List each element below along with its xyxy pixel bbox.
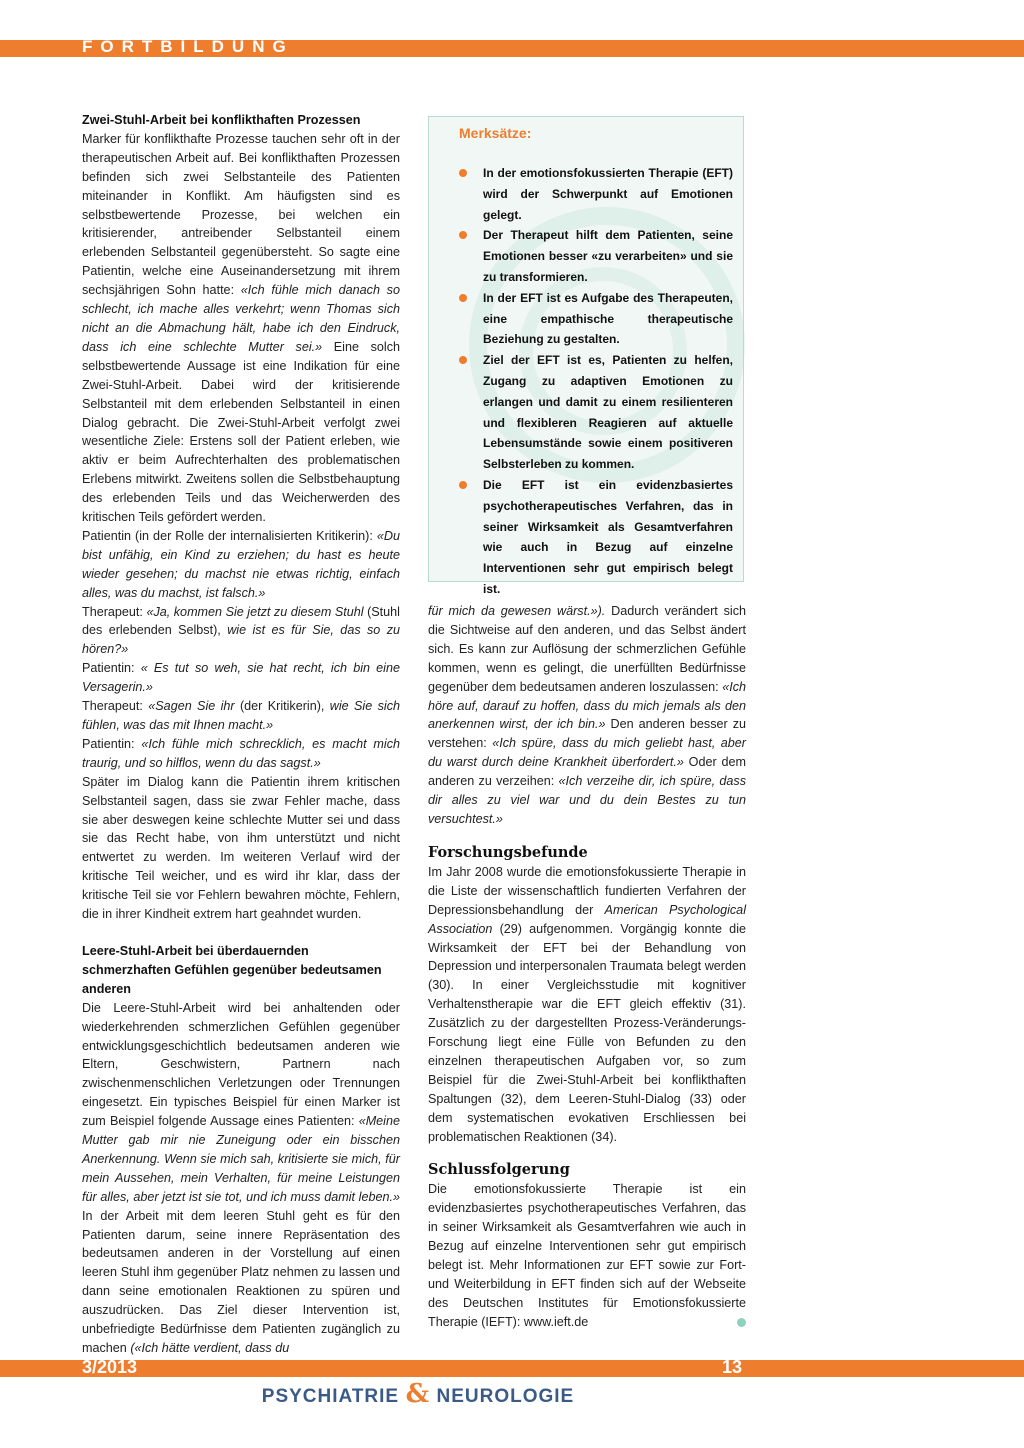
- quote: «Meine Mutter gab mir nie Zuneigung oder ein bisschen Anerkennung. Wenn sie mich sah, kritisierte sie mich, für mein Aussehen, mein Verhalten, für meine Leistungen für alles, aber jetzt ist sie tot, und ich muss damit leben.»: [82, 1114, 400, 1204]
- text: Die Leere-Stuhl-Arbeit wird bei anhaltenden oder wiederkehrenden schmerzlichen Gefühlen gegenüber entwicklungsgeschichtlich bedeutsamen anderen wie Eltern, Geschwistern, Partnern nach zwischenmenschlichen Verletzungen oder Trennungen eingesetzt. Ein typisches Beispiel für einen Marker ist zum Beispiel folgende Aussage eines Patienten:: [82, 1000, 400, 1129]
- list-item: [457, 163, 733, 225]
- left-column: [82, 111, 400, 1358]
- bullet-icon: [459, 169, 467, 177]
- paragraph: [428, 602, 746, 829]
- text: In der Arbeit mit dem leeren Stuhl geht es für den Patienten darum, seine innere Repräsentation des bedeutsamen anderen in der Vorstellung auf einen leeren Stuhl ihm gegenüber Platz nehmen zu lassen und dann seine emotionalen Reaktionen zu spüren und auszudrücken. Das Ziel dieser Intervention ist, unbefriedigte Bedürfnisse dem Patienten zugänglich zu machen: [82, 1208, 400, 1355]
- item-text: In der emotionsfokussierten Therapie (EFT) wird der Schwerpunkt auf Emotionen gelegt.: [483, 166, 733, 222]
- heading-leere-stuhl: Leere-Stuhl-Arbeit bei überdauernden schmerzhaften Gefühlen gegenüber bedeutsamen anderen: [82, 943, 382, 996]
- dialogue-line: [82, 527, 400, 603]
- bullet-icon: [459, 294, 467, 302]
- quote: «Du bist unfähig, ein Kind zu erziehen; du hast es heute wieder gesehen; du machst nie etwas richtig, einfach alles, was du machst, ist falsch.»: [82, 528, 400, 600]
- paragraph: [428, 863, 746, 1147]
- quote: «Ich fühle mich schrecklich, es macht mich traurig, und so hilflos, wenn du das sagst.»: [82, 736, 400, 770]
- end-mark-icon: [737, 1318, 746, 1327]
- text: (29) aufgenommen. Vorgängig konnte die Wirksamkeit der EFT bei der Behandlung von Depression und interpersonalen Traumata belegt werden (30). In einer Vergleichsstudie mit kognitiver Verhaltenstherapie war die EFT gleich effektiv (31). Zusätzlich zu der dargestellten Prozess-Veränderungs-Forschung liegt eine Fülle von Befunden zu den einzelnen therapeutischen Aufgaben vor, so zum Beispiel für die Zwei-Stuhl-Arbeit bei konflikthaften Spaltungen (32), dem Leeren-Stuhl-Dialog (33) oder dem systematischen evokativen Erschliessen bei problematischen Reaktionen (34).: [428, 921, 746, 1144]
- bullet-icon: [459, 481, 467, 489]
- right-column: [428, 602, 746, 1332]
- reference: American Psychological Association: [428, 902, 746, 936]
- speaker: Patientin:: [82, 661, 141, 676]
- heading-forschungsbefunde: Forschungsbefunde: [428, 843, 588, 861]
- journal-title-left: PSYCHIATRIE: [261, 1386, 400, 1407]
- quote: «Ich fühle mich danach so schlecht, ich mache alles verkehrt; wenn Thomas sich nicht an die Abmachung hält, habe ich den Eindruck, dass ich eine schlechte Mutter sei.»: [82, 283, 400, 354]
- text: Die emotionsfokussierte Therapie ist ein evidenzbasiertes psychotherapeutisches Verfahren, das in seiner Wirksamkeit als Gesamtverfahren wie auch in Bezug auf einzelne Interventionen sehr gut empirisch belegt ist. Mehr Informationen zur EFT sowie zur Fort- und Weiterbildung in EFT finden sich auf der Webseite des Deutschen Institutes für Emotionsfokussierte Therapie (IEFT): www.ieft.de: [428, 1182, 746, 1329]
- text: (der Kritikerin),: [234, 699, 330, 714]
- speaker: Therapeut:: [82, 604, 147, 619]
- journal-title: [252, 1377, 584, 1411]
- dialogue-line: [82, 603, 400, 660]
- list-item: [457, 350, 733, 475]
- box-title: Merksätze:: [459, 125, 532, 141]
- text: Eine solch selbstbewertende Aussage ist eine Indikation für eine Zwei-Stuhl-Arbeit. Dabei wird der kritisierende Selbstanteil mit dem erlebenden Selbstanteil in einen Dialog gebracht. Die Zwei-Stuhl-Arbeit verfolgt zwei wesentliche Ziele: Erstens soll der Patient erleben, wie aktiv er beim Aufrechterhalten des problematischen Erlebens mitwirkt. Zweitens sollen die Selbstbehauptung des erlebenden Teils und das Weicherwerden des kritischen Teils gefördert werden.: [82, 339, 400, 525]
- paragraph: Später im Dialog kann die Patientin ihrem kritischen Selbstanteil sagen, dass sie zwar Fehler mache, dass sie aber deswegen keine schlechte Mutter sei und dass sie das Recht habe, von ihm unterstützt und nicht entwertet zu werden. Im weiteren Verlauf wird der kritische Teil weicher, und es wird ihr klar, dass der kritische Teil sie vor Fehlern bewahren möchte, Fehlern, die in ihrer Kindheit extrem hart geahndet wurden.: [82, 774, 400, 922]
- item-text: Die EFT ist ein evidenzbasiertes psychotherapeutisches Verfahren, das in seiner Wirksamkeit als Gesamtverfahren wie auch in Bezug auf einzelne Interventionen sehr gut empirisch belegt ist.: [483, 477, 733, 596]
- quote: für mich da gewesen wärst.»).: [428, 604, 606, 618]
- quote: wie Sie sich fühlen, was das mit Ihnen macht.»: [82, 699, 400, 732]
- quote: («Ich hätte verdient, dass du: [130, 1341, 290, 1355]
- list-item: [457, 288, 733, 350]
- text: (Stuhl des erlebenden Selbst),: [82, 604, 400, 638]
- bullet-icon: [459, 356, 467, 364]
- journal-title-right: NEUROLOGIE: [436, 1386, 575, 1407]
- page-number: 13: [722, 1357, 743, 1377]
- dialogue-line: [82, 659, 400, 697]
- quote: «Ich verzeihe dir, ich spüre, dass dir alles zu viel war und du dein Bestes zu tun versuchtest.»: [428, 774, 746, 826]
- text: Den anderen besser zu verstehen:: [428, 717, 746, 751]
- item-text: In der EFT ist es Aufgabe des Therapeuten, eine empathische therapeutische Beziehung zu gestalten.: [483, 290, 733, 347]
- heading-zwei-stuhl: Zwei-Stuhl-Arbeit bei konflikthaften Prozessen: [82, 113, 361, 127]
- quote: «Sagen Sie ihr: [148, 699, 235, 714]
- speaker: Therapeut:: [82, 699, 149, 714]
- quote: «Ich höre auf, darauf zu hoffen, dass du mich jemals als den anerkennen wirst, der ich bin.»: [428, 679, 746, 732]
- text: Im Jahr 2008 wurde die emotionsfokussierte Therapie in die Liste der wissenschaftlich fundierten Verfahren der Depressionsbehandlung der: [428, 864, 746, 917]
- list-item: [457, 475, 733, 600]
- speaker: Patientin:: [82, 736, 142, 751]
- header-bar: [0, 37, 1024, 57]
- item-text: Der Therapeut hilft dem Patienten, seine Emotionen besser «zu verarbeiten» und sie zu transformieren.: [483, 228, 733, 284]
- quote: «Ja, kommen Sie jetzt zu diesem Stuhl: [146, 604, 364, 619]
- issue-number: 3/2013: [82, 1357, 138, 1377]
- merksaetze-list: [457, 163, 733, 600]
- list-item: [457, 225, 733, 287]
- speaker: Patientin (in der Rolle der internalisierten Kritikerin):: [82, 528, 377, 543]
- footer-bar: [0, 1360, 1024, 1377]
- text: Marker für konflikthafte Prozesse tauchen sehr oft in der therapeutischen Arbeit auf. Bei konflikthaften Prozessen befinden sich zwei Selbstanteile des Patienten miteinander in Konflikt. Am häufigsten sind es selbstbewertende Prozesse, bei welchen ein kritisierender, antreibender Selbstanteil einem erlebenden Selbstanteil gegenübersteht. So sagte eine Patientin, welche eine Auseinandersetzung mit ihrem sechsjährigen Sohn hatte:: [82, 131, 400, 298]
- quote: «Ich spüre, dass du mich geliebt hast, aber du warst durch deine Krankheit überfordert.»: [428, 736, 746, 770]
- journal-ampersand: &: [405, 1379, 431, 1409]
- heading-schlussfolgerung: Schlussfolgerung: [428, 1161, 570, 1179]
- paragraph: [428, 1180, 746, 1331]
- dialogue-line: [82, 697, 400, 735]
- quote: wie ist es für Sie, das so zu hören?»: [82, 623, 400, 657]
- bullet-icon: [459, 231, 467, 239]
- text: Oder dem anderen zu verzeihen:: [428, 755, 747, 789]
- merksaetze-box: [428, 116, 744, 596]
- dialogue-line: [82, 735, 400, 773]
- item-text: Ziel der EFT ist es, Patienten zu helfen, Zugang zu adaptiven Emotionen zu erlangen und damit zu einem resilienteren und flexibleren Reagieren auf aktuelle Lebensumstände sowie einem positiveren Selbsterleben zu kommen.: [483, 353, 733, 472]
- quote: « Es tut so weh, sie hat recht, ich bin eine Versagerin.»: [82, 661, 400, 695]
- section-label: FORTBILDUNG: [82, 37, 294, 56]
- text: Dadurch verändert sich die Sichtweise auf den anderen, und das Selbst ändert sich. Es kann zur Auflösung der schmerzlichen Gefühle kommen, wenn es gelingt, die unerfüllten Bedürfnisse gegenüber dem bedeutsamen anderen loszulassen:: [428, 604, 746, 694]
- paragraph: [82, 999, 400, 1358]
- paragraph: [82, 130, 400, 527]
